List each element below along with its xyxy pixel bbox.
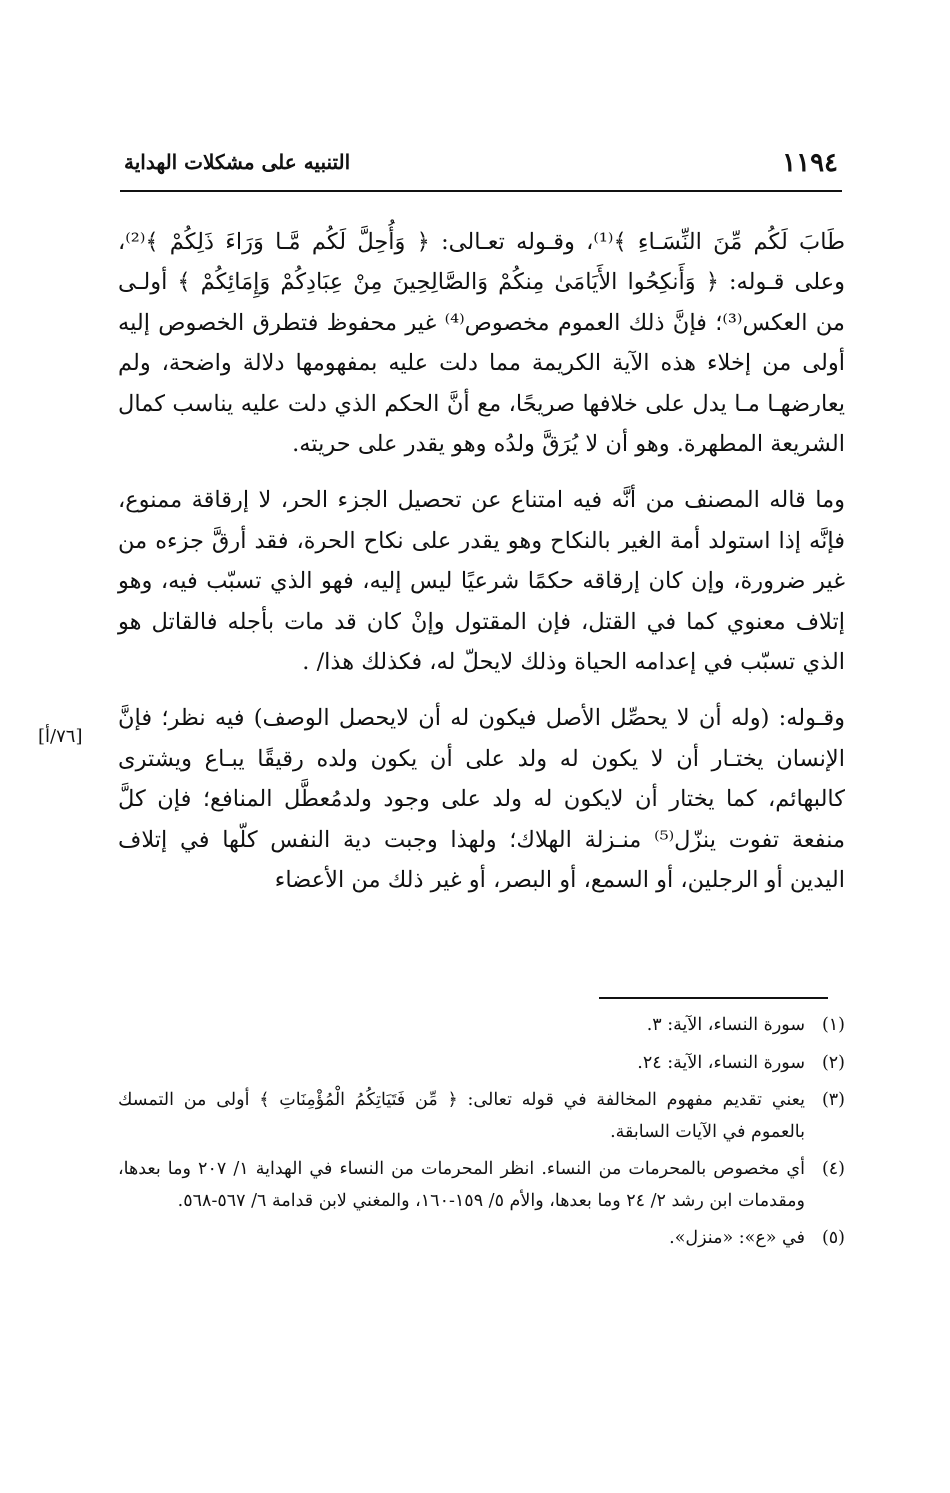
paragraph: وما قاله المصنف من أنَّه فيه امتناع عن تحصيل الجزء الحر، لا إرقاقة ممنوع، فإنَّه إذا استولد أمة الغير بالنكاح وهو يقدر على نكاح الحرة، فقد أرقَّ جزءه من غير ضرورة، وإن كان إرقاقه حكمًا شرعيًا ليس إليه، فهو الذي تسبّب فيه، وهو إتلاف معنوي كما في القتل، فإن المقتول وإنْ كان قد مات بأجله فالقاتل هو الذي تسبّب في إعدامه الحياة وذلك لايحلّ له، فكذلك هذا/ . [118, 487, 845, 676]
footnote-text: يعني تقديم مفهوم المخالفة في قوله تعالى: ﴿ مِّن فَتَيَاتِكُمُ الْمُؤْمِنَاتِ ﴾ أولى من التمسك بالعموم في الآيات السابقة. [118, 1090, 805, 1142]
footnote [118, 1154, 845, 1217]
paragraph: وقـوله: (وله أن لا يحصِّل الأصل فيكون له أن لايحصل الوصف) فيه نظر؛ فإنَّ الإنسان يختـار أن لا يكون له ولد على أن يكون ولده رقيقًا يبـاع ويشترى كالبهائم، كما يختار أن لايكون له ولد على وجود ولدمُعطَّل المنافع؛ فإن كلَّ منفعة تفوت ينزّل⁽⁵⁾ منـزلة الهلاك؛ ولهذا وجبت دية النفس كلّها في إتلاف اليدين أو الرجلين، أو السمع، أو البصر، أو غير ذلك من الأعضاء [118, 705, 845, 894]
page-number: ١١٩٤ [782, 148, 838, 178]
main-text [118, 222, 845, 901]
footnote-number: (٢) [821, 1052, 845, 1073]
footnote-text: في «ع»: «منزل». [669, 1228, 805, 1248]
paragraph: طَابَ لَكُم مِّنَ النِّسَـاءِ ﴾⁽¹⁾، وقـوله تعـالى: ﴿ وَأُحِلَّ لَكُم مَّـا وَرَاءَ ذَلِكُمْ ﴾⁽²⁾، وعلى قـوله: ﴿ وَأَنكِحُوا الأَيَامَىٰ مِنكُمْ وَالصَّالِحِينَ مِنْ عِبَادِكُمْ وَإِمَائِكُمْ ﴾ أولـى من العكس⁽³⁾؛ فإنَّ ذلك العموم مخصوص⁽⁴⁾ غير محفوظ فتطرق الخصوص إليه أولى من إخلاء هذه الآية الكريمة مما دلت عليه بمفهومها دلالة واضحة، ولم يعارضهـا مـا يدل على خلافها صريحًا، مع أنَّ الحكم الذي دلت عليه يناسب كمال الشريعة المطهرة. وهو أن لا يُرَقَّ ولدُه وهو يقدر على حريته. [118, 229, 845, 458]
footnote-text: سورة النساء، الآية: ٣. [646, 1015, 805, 1035]
running-title: التنبيه على مشكلات الهداية [124, 150, 351, 174]
footnote [118, 1010, 845, 1042]
footnote-separator [599, 997, 828, 999]
footnote-number: (٣) [821, 1090, 845, 1110]
footnote [118, 1085, 845, 1148]
header-rule [120, 190, 842, 192]
footnote-number: (٤) [821, 1159, 845, 1179]
footnote-text: أي مخصوص بالمحرمات من النساء. انظر المحرمات من النساء في الهداية ١/ ٢٠٧ وما بعدها، ومقدمات ابن رشد ٢/ ٢٤ وما بعدها، والأم ٥/ ١٥٩-١٦٠، والمغني لابن قدامة ٦/ ٥٦٧-٥٦٨. [118, 1159, 805, 1211]
footnote-text: سورة النساء، الآية: ٢٤. [637, 1052, 805, 1073]
footnote [118, 1048, 845, 1080]
footnote-number: (١) [821, 1015, 845, 1035]
manuscript-folio-marker: [٧٦/أ] [38, 726, 83, 747]
page-header [120, 148, 842, 188]
footnotes [118, 1010, 845, 1261]
footnote-number: (٥) [821, 1228, 845, 1248]
footnote [118, 1223, 845, 1255]
